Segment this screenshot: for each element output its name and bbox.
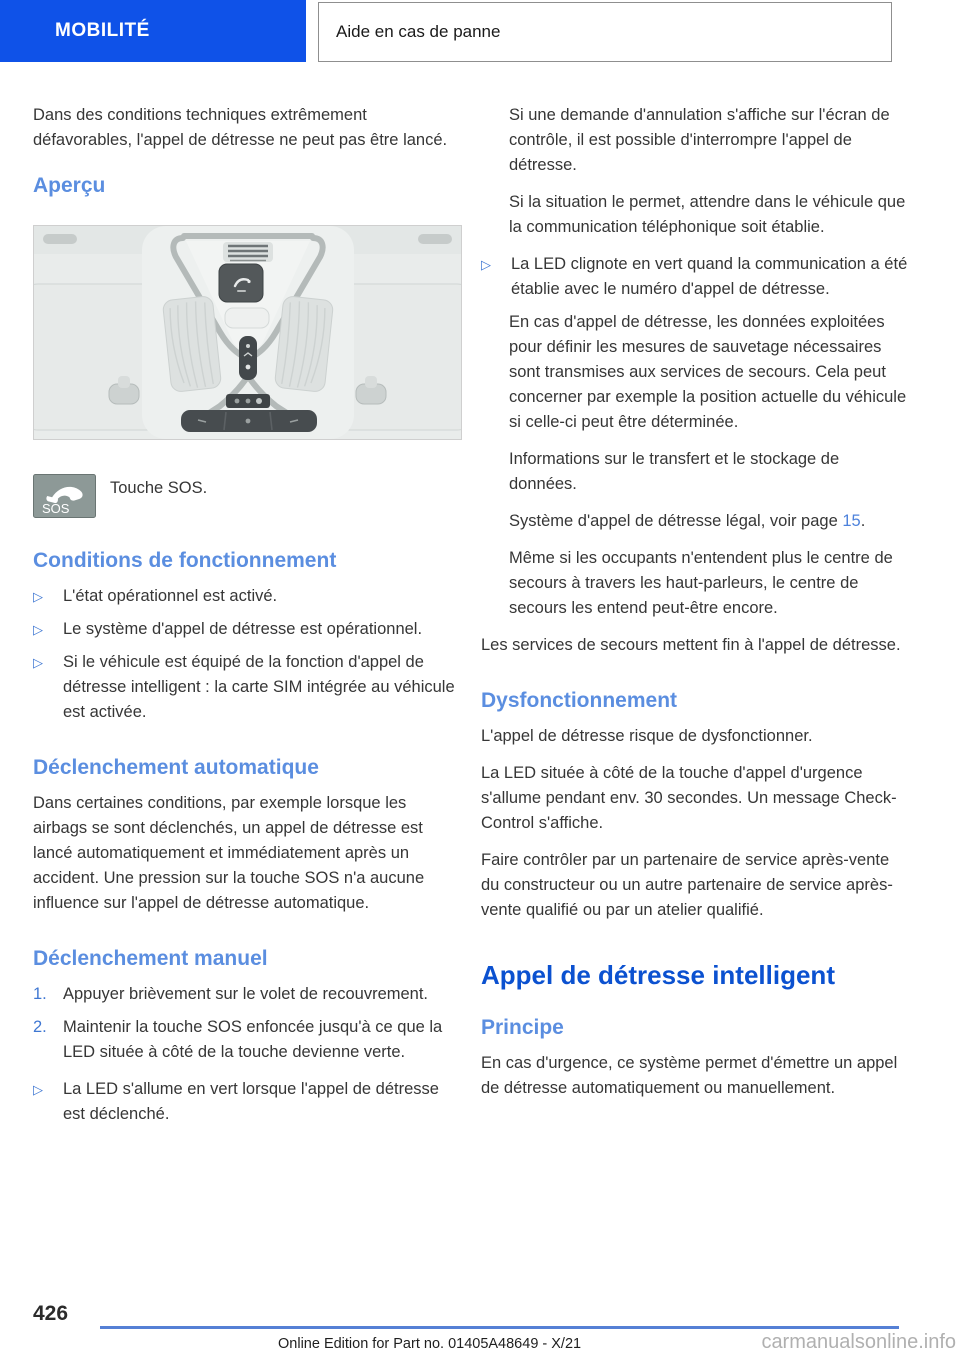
chapter-title: Aide en cas de panne <box>336 22 501 41</box>
sos-key-icon <box>33 474 96 518</box>
paragraph-principe: En cas d'urgence, ce système permet d'émettre un appel de détresse automatiquement ou manuellement. <box>481 1054 898 1097</box>
sos-caption-row <box>33 474 461 518</box>
heading-conditions: Conditions de fonctionnement <box>33 549 337 572</box>
paragraph-dys-1: L'appel de détresse risque de dysfonctionner. <box>481 727 813 745</box>
sos-button-cover <box>219 264 263 302</box>
paragraph-legal <box>481 509 909 534</box>
paragraph-wait: Si la situation le permet, attendre dans le véhicule que la communication téléphonique soit établie. <box>509 193 906 236</box>
footer-rule <box>100 1326 899 1329</box>
heading-declenchement-automatique: Déclenchement automatique <box>33 756 319 779</box>
image-caption: Touche SOS. <box>110 479 208 497</box>
bullet-text: L'état opérationnel est activé. <box>63 587 278 605</box>
triangle-bullet-icon: ▷ <box>33 1082 43 1097</box>
heading-appel-intelligent: Appel de détresse intelligent <box>481 960 835 990</box>
chapter-title-box <box>318 2 892 62</box>
bullet-text: La LED clignote en vert quand la communication a été établie avec le numéro d'appel de détresse. <box>511 255 908 298</box>
sunroof-switch-strip <box>239 336 257 380</box>
paragraph-dys-2: La LED située à côté de la touche d'appel d'urgence s'allume pendant env. 30 secondes. Un message Check-Control s'affiche. <box>481 764 897 832</box>
paragraph-auto: Dans certaines conditions, par exemple lorsque les airbags se sont déclenchés, un appel de détresse est lancé automatiquement et immédiatement après un accident. Une pression sur la touche SOS n'a aucune influence sur l'appel de détresse automatique. <box>33 794 425 912</box>
paragraph-cancel: Si une demande d'annulation s'affiche sur l'écran de contrôle, il est possible d'interrompre l'appel de détresse. <box>509 106 890 174</box>
heading-declenchement-manuel: Déclenchement manuel <box>33 947 268 970</box>
label-plate <box>226 394 270 408</box>
triangle-bullet-icon: ▷ <box>33 589 43 604</box>
step-text: Appuyer brièvement sur le volet de recouvrement. <box>63 985 429 1003</box>
bullet-item <box>33 584 461 609</box>
heading-principe: Principe <box>481 1016 564 1039</box>
page-number: 426 <box>33 1302 69 1325</box>
sos-icon-label: SOS <box>42 501 70 516</box>
triangle-bullet-icon: ▷ <box>481 257 491 272</box>
bullet-text: Si le véhicule est équipé de la fonction d'appel de détresse intelligent : la carte SIM intégrée au véhicule est activée. <box>63 653 455 721</box>
bullet-text: Le système d'appel de détresse est opérationnel. <box>63 620 423 638</box>
heading-dysfonctionnement: Dysfonctionnement <box>481 689 678 712</box>
section-tab <box>0 0 306 62</box>
bullet-item <box>33 650 461 725</box>
right-column <box>481 103 909 1113</box>
conditions-list <box>33 584 461 725</box>
paragraph-dys-3: Faire contrôler par un partenaire de service après-vente du constructeur ou un autre partenaire de service après-vente qualifié ou par un atelier qualifié. <box>481 851 893 919</box>
edition-note: Online Edition for Part no. 01405A48649 - X/21 <box>278 1336 582 1352</box>
left-column <box>33 103 461 1135</box>
roof-console-photo <box>33 225 462 440</box>
legal-text-end: . <box>860 512 866 530</box>
heading-apercu: Aperçu <box>33 174 106 197</box>
reading-light-panel-right <box>274 296 333 393</box>
paragraph-data: En cas d'appel de détresse, les données exploitées pour définir les mesures de sauvetage nécessaires sont transmises aux services de secours. Cela peut concerner par exemple la position actuelle du véhicule si celle-ci peut être déterminée. <box>509 313 907 431</box>
bullet-item <box>33 1077 461 1127</box>
paragraph-info: Informations sur le transfert et le stockage de données. <box>509 450 840 493</box>
triangle-bullet-icon: ▷ <box>33 655 43 670</box>
reading-light-panel-left <box>162 296 221 393</box>
step-number: 2. <box>33 1018 47 1036</box>
watermark: carmanualsonline.info <box>761 1331 956 1353</box>
step-text: Maintenir la touche SOS enfoncée jusqu'à ce que la LED située à côté de la touche devienne verte. <box>63 1018 443 1061</box>
paragraph-occupants: Même si les occupants n'entendent plus le centre de secours à travers les haut-parleurs, le centre de secours les entend peut-être encore. <box>509 549 893 617</box>
step-item <box>33 1015 461 1065</box>
bullet-text: La LED s'allume en vert lorsque l'appel de détresse est déclenché. <box>63 1080 439 1123</box>
page-15-link[interactable]: 15 <box>842 512 861 530</box>
step-number: 1. <box>33 985 47 1003</box>
light-switch-bar <box>181 410 317 432</box>
bullet-item <box>481 252 909 302</box>
triangle-bullet-icon: ▷ <box>33 622 43 637</box>
section-title: MOBILITÉ <box>55 20 150 41</box>
legal-text: Système d'appel de détresse légal, voir page <box>509 512 843 530</box>
microphone-grille <box>223 242 273 262</box>
paragraph-end-call: Les services de secours mettent fin à l'appel de détresse. <box>481 636 901 654</box>
step-item <box>33 982 461 1007</box>
paragraph-intro: Dans des conditions techniques extrêmement défavorables, l'appel de détresse ne peut pas être lancé. <box>33 106 448 149</box>
bullet-item <box>33 617 461 642</box>
manual-steps-list <box>33 982 461 1065</box>
